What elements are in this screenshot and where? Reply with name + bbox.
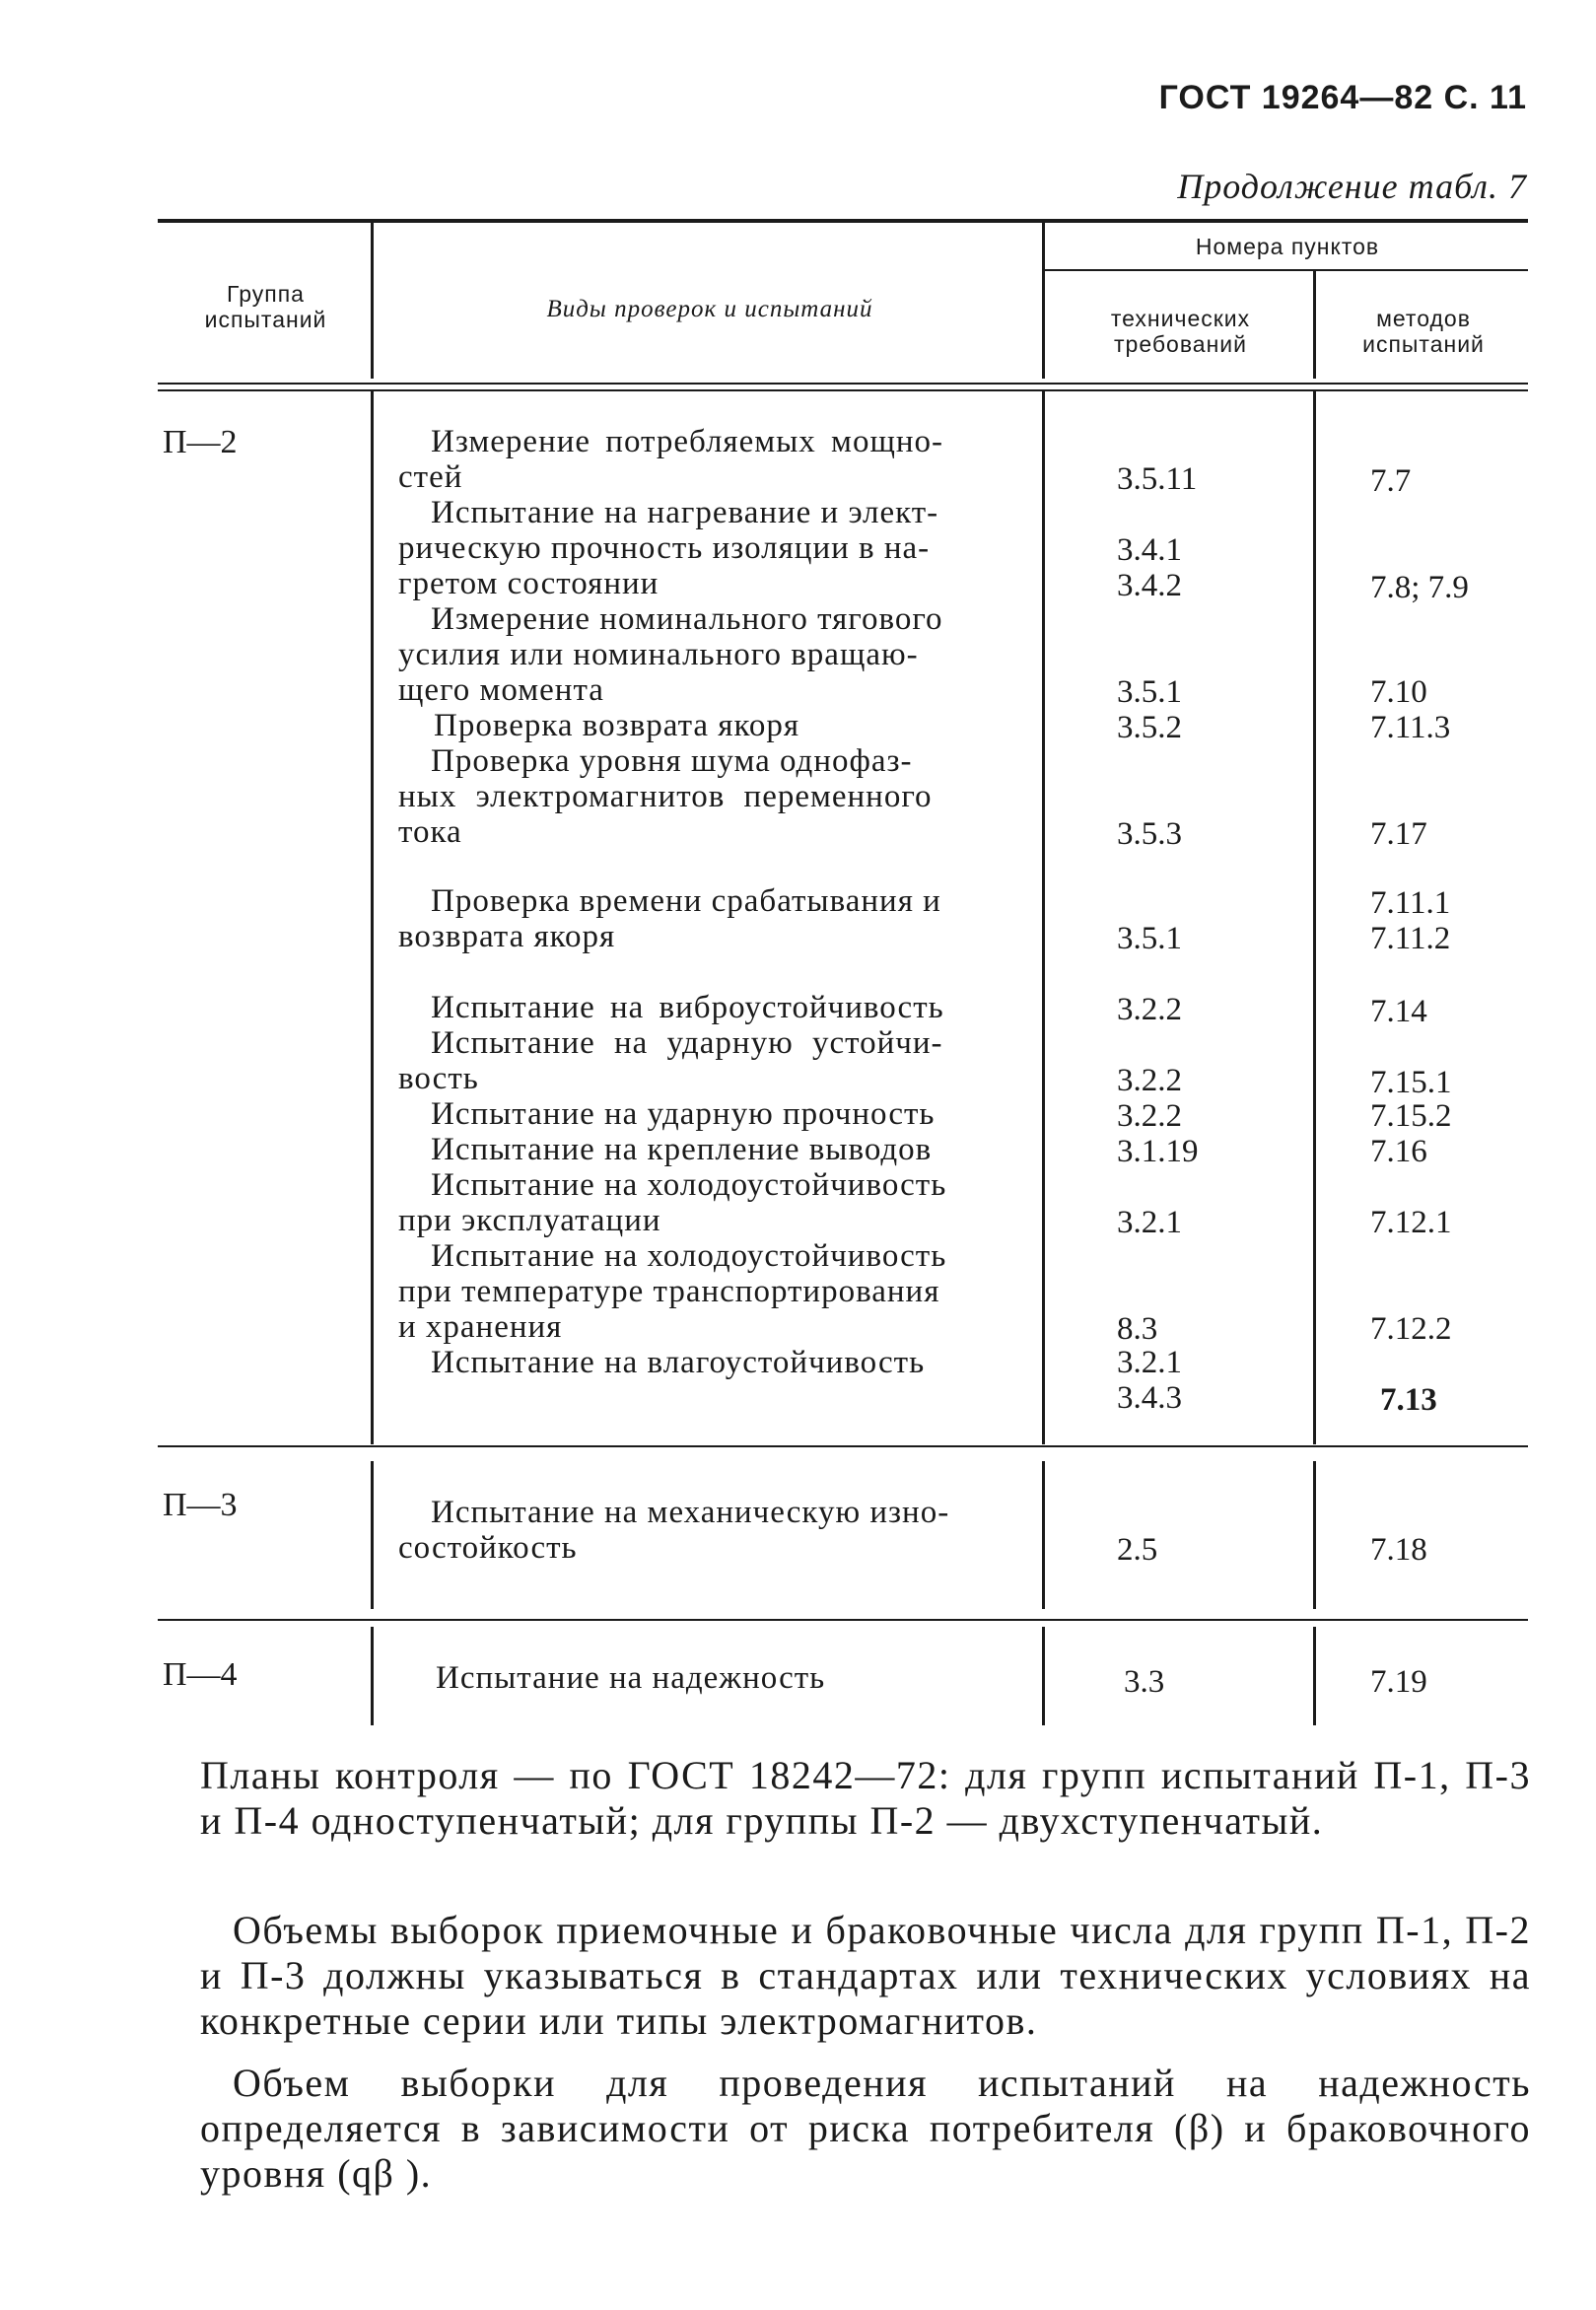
col-divider <box>371 223 374 379</box>
table-caption: Продолжение табл. 7 <box>1177 167 1527 206</box>
test-line: тока <box>398 814 462 850</box>
method-ref: 7.8; 7.9 <box>1370 570 1469 605</box>
col-divider <box>371 391 374 1444</box>
header-methods-line: испытаний <box>1362 331 1485 358</box>
method-ref: 7.10 <box>1370 674 1427 710</box>
col-divider <box>1042 223 1045 379</box>
group-label: П—3 <box>163 1487 238 1523</box>
test-line: Испытание на холодоустойчивость <box>431 1238 947 1274</box>
col-divider <box>1042 391 1045 1444</box>
tech-ref: 3.2.2 <box>1117 1098 1182 1134</box>
tech-ref: 3.2.1 <box>1117 1345 1182 1380</box>
method-ref: 7.7 <box>1370 463 1412 499</box>
test-line: рическую прочность изоляции в на- <box>398 530 931 566</box>
test-line: при эксплуатации <box>398 1203 661 1238</box>
test-line: Измерение номинального тягового <box>431 601 943 637</box>
method-ref: 7.12.1 <box>1370 1205 1452 1240</box>
method-ref: 7.18 <box>1370 1532 1427 1568</box>
test-line: Испытание на нагревание и элект- <box>431 495 939 530</box>
method-ref: 7.13 <box>1380 1382 1437 1418</box>
tech-ref: 3.5.11 <box>1117 461 1198 497</box>
col-divider <box>1042 1461 1045 1609</box>
method-ref: 7.12.2 <box>1370 1311 1452 1347</box>
test-line: состойкость <box>398 1530 578 1566</box>
method-ref: 7.15.1 <box>1370 1065 1452 1100</box>
test-line: Испытание на влагоустойчивость <box>431 1345 926 1380</box>
col-divider <box>1313 1461 1316 1609</box>
tech-ref: 3.5.2 <box>1117 710 1182 745</box>
header-bottom-rule <box>158 383 1528 385</box>
header-methods <box>1319 306 1528 358</box>
tech-ref: 3.4.2 <box>1117 568 1182 603</box>
tech-ref: 3.5.1 <box>1117 674 1182 710</box>
tech-ref: 3.2.2 <box>1117 992 1182 1027</box>
test-line: Испытание на ударную прочность <box>431 1096 936 1132</box>
header-kinds: Виды проверок и испытаний <box>546 296 873 322</box>
group-separator-rule <box>158 1619 1528 1621</box>
method-ref: 7.11.3 <box>1370 710 1451 745</box>
method-ref: 7.11.2 <box>1370 921 1451 956</box>
group-label: П—4 <box>163 1656 238 1693</box>
test-line: Испытание на надежность <box>436 1660 826 1696</box>
method-ref: 7.17 <box>1370 816 1427 852</box>
tech-ref: 3.5.1 <box>1117 921 1182 956</box>
test-line: возврата якоря <box>398 919 616 954</box>
tech-ref: 3.1.19 <box>1117 1134 1199 1169</box>
test-line: стей <box>398 459 463 495</box>
page-header: ГОСТ 19264—82 С. 11 <box>1158 79 1527 116</box>
test-line: Испытание на ударную устойчи- <box>431 1025 943 1061</box>
test-line: ных электромагнитов переменного <box>398 779 933 814</box>
header-tech-line: технических <box>1110 306 1251 331</box>
group-label: П—2 <box>163 424 238 460</box>
tech-ref: 2.5 <box>1117 1532 1158 1568</box>
test-line: при температуре транспортирования <box>398 1274 940 1309</box>
test-line: Испытание на механическую изно- <box>431 1495 950 1530</box>
col-divider <box>371 1627 374 1725</box>
header-group-line: испытаний <box>204 307 327 333</box>
body-paragraph: Планы контроля — по ГОСТ 18242—72: для групп испытаний П-1, П-3 и П-4 одноступенчатый; для группы П-2 — двухступенчатый. <box>200 1753 1531 1843</box>
header-methods-line: методов <box>1376 306 1471 331</box>
tech-ref: 3.2.2 <box>1117 1063 1182 1098</box>
test-line: Проверка возврата якоря <box>434 708 799 743</box>
test-line: усилия или номинального вращаю- <box>398 637 919 672</box>
tech-ref: 3.2.1 <box>1117 1205 1182 1240</box>
test-line: Проверка уровня шума однофаз- <box>431 743 913 779</box>
test-line: Испытание на холодоустойчивость <box>431 1167 947 1203</box>
tech-ref: 3.5.3 <box>1117 816 1182 852</box>
header-group-line: Группа <box>227 281 305 307</box>
method-ref: 7.11.1 <box>1370 885 1451 921</box>
method-ref: 7.14 <box>1370 994 1427 1029</box>
subheader-rule <box>1045 269 1528 271</box>
tech-ref: 3.4.1 <box>1117 532 1182 568</box>
col-divider <box>1313 1627 1316 1725</box>
tech-ref: 8.3 <box>1117 1311 1158 1347</box>
col-divider <box>1313 271 1316 379</box>
test-line: Проверка времени срабатывания и <box>431 883 941 919</box>
header-group <box>170 281 362 333</box>
tech-ref: 3.3 <box>1124 1664 1165 1700</box>
col-divider <box>1042 1627 1045 1725</box>
test-line: щего момента <box>398 672 604 708</box>
body-paragraph: Объем выборки для проведения испытаний на надежность определяется в зависимости от риска потребителя (β) и браковочного уровня (qβ ). <box>200 2061 1531 2196</box>
body-paragraph: Объемы выборок приемочные и браковочные числа для групп П-1, П-2 и П-3 должны указываться в стандартах или технических условиях на конкретные серии или типы электромагнитов. <box>200 1908 1531 2043</box>
test-line: гретом состоянии <box>398 566 659 601</box>
header-bottom-rule <box>158 389 1528 391</box>
test-line: и хранения <box>398 1309 563 1345</box>
method-ref: 7.16 <box>1370 1134 1427 1169</box>
method-ref: 7.19 <box>1370 1664 1427 1700</box>
header-tech <box>1050 306 1311 358</box>
table-top-rule <box>158 219 1528 223</box>
header-numbers: Номера пунктов <box>1195 234 1380 259</box>
test-line: вость <box>398 1061 479 1096</box>
group-separator-rule <box>158 1445 1528 1447</box>
col-divider <box>1313 391 1316 1444</box>
tech-ref: 3.4.3 <box>1117 1380 1182 1416</box>
header-tech-line: требований <box>1114 331 1247 358</box>
col-divider <box>371 1461 374 1609</box>
method-ref: 7.15.2 <box>1370 1098 1452 1134</box>
test-line: Измерение потребляемых мощно- <box>431 424 943 459</box>
test-line: Испытание на виброустойчивость <box>431 990 944 1025</box>
test-line: Испытание на крепление выводов <box>431 1132 933 1167</box>
